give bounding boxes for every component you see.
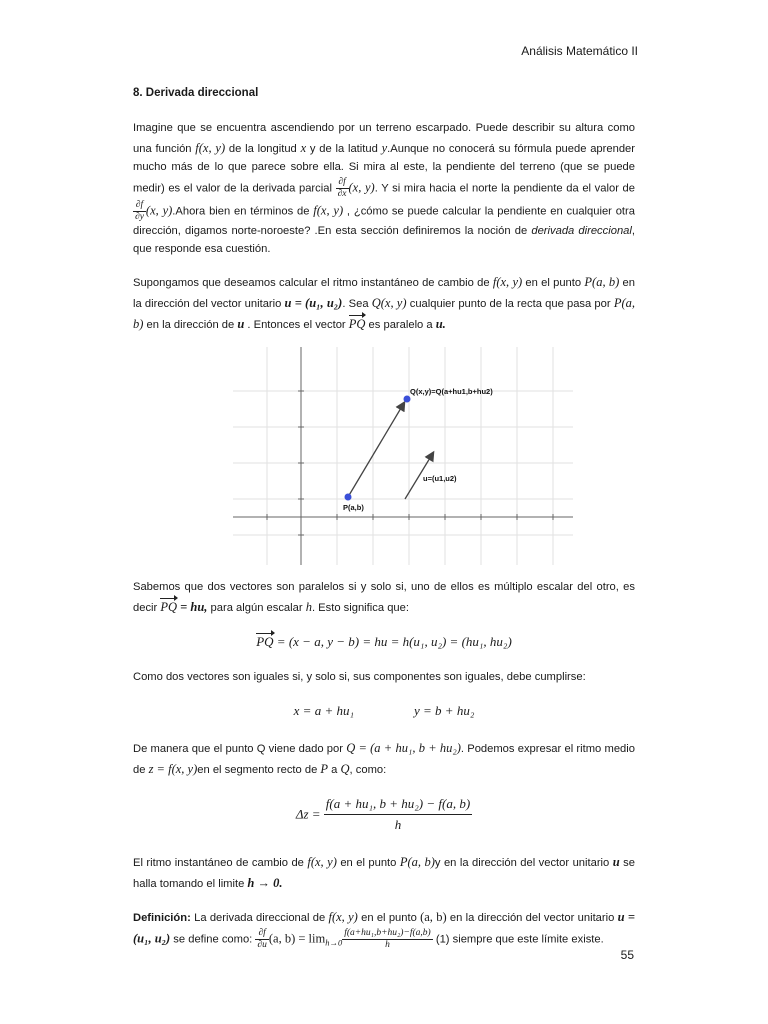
fraction-numerator: ∂f <box>336 177 349 189</box>
text-run: . Entonces el vector <box>244 318 349 331</box>
math-run: u = (u₁, u₂) <box>284 295 343 310</box>
text-run: , ¿cómo se puede calcular la pendiente en cualquier otra dirección, digamos norte-noroeste? .En esta sección definiremos la noción de <box>133 205 635 237</box>
partial-fu-fraction <box>255 928 268 951</box>
label-point-q: Q(x,y)=Q(a+hu1,b+hu2) <box>410 387 493 397</box>
math-run: (x, y) <box>145 203 173 218</box>
page-number: 55 <box>620 948 634 962</box>
fraction-denominator: ∂x <box>337 189 347 200</box>
fraction-numerator: ∂f <box>255 928 268 940</box>
partial-fy-fraction <box>133 200 146 223</box>
math-run: z = f(x, y) <box>148 761 198 776</box>
equation-y: y = b + hu₂ <box>414 703 475 719</box>
fraction-denominator: h <box>385 939 390 950</box>
running-header: Análisis Matemático II <box>521 44 638 58</box>
text-run: en la dirección del vector unitario <box>446 912 618 925</box>
vector-pq: PQ <box>349 314 366 334</box>
text-run: .Aunque no conocerá su fórmula puede aprender mucho más de lo que parece sobre ella. Si mira al este, la pendiente del terreno (que se puede medir) es el valor de la derivada parcial <box>133 143 635 195</box>
text-run: , como: <box>349 763 387 776</box>
page-content <box>133 84 635 964</box>
math-run: h <box>305 600 312 615</box>
math-run: (x, y) <box>348 180 375 195</box>
math-run: P(a, b) <box>133 295 635 331</box>
equation-pq <box>133 632 635 653</box>
text-run: Supongamos que deseamos calcular el ritmo instantáneo de cambio de <box>133 276 493 289</box>
text-run: . Sea <box>342 297 372 310</box>
text-run: El ritmo instantáneo de cambio de <box>133 857 308 870</box>
math-run: h → 0. <box>247 876 283 891</box>
math-run: f(x, y) <box>313 203 344 218</box>
section-title: 8. Derivada direccional <box>133 87 259 99</box>
math-run: Q(x, y) <box>371 295 407 310</box>
equation-rhs: = (x − a, y − b) = hu = h(u₁, u₂) = (hu₁, hu₂) <box>273 634 512 650</box>
math-run: Q = (a + hu₁, b + hu₂) <box>346 740 461 755</box>
math-run: u = (u₁, u₂) <box>133 910 635 946</box>
equation-components <box>133 701 635 722</box>
text-run: Imagine que se encuentra ascendiendo por un terreno escarpado. Puede describir su altura como una función <box>133 122 635 156</box>
equation-lhs: Δz = <box>295 805 324 821</box>
math-run: (a, b) = lim <box>268 931 326 946</box>
label-vector-u: u=(u1,u2) <box>423 474 457 484</box>
text-run: y en la dirección del vector unitario <box>434 857 613 870</box>
text-run: en el punto <box>336 857 400 870</box>
text-run: se define como: <box>170 933 256 946</box>
paragraph-average-rate <box>133 738 635 780</box>
text-run: de la longitud <box>225 143 301 156</box>
text-run: . Podemos expresar el ritmo medio de <box>133 742 635 776</box>
text-run: en el punto <box>357 912 421 925</box>
limit-subscript: h→0 <box>325 937 343 948</box>
emphasis-term: derivada direccional <box>531 224 632 237</box>
math-run: x <box>300 141 307 156</box>
text-run: en la dirección de <box>143 318 238 331</box>
math-run: P <box>320 761 329 776</box>
equation-x: x = a + hu₁ <box>293 703 354 719</box>
delta-z-fraction <box>324 794 472 837</box>
fraction-numerator: ∂f <box>133 200 146 212</box>
text-run: a <box>328 763 341 776</box>
text-run: en el punto <box>522 276 585 289</box>
point-q <box>404 396 411 403</box>
math-run: Q <box>340 761 350 776</box>
paragraph-definition <box>133 907 635 951</box>
paragraph-setup <box>133 272 635 335</box>
text-run: y de la latitud <box>306 143 382 156</box>
text-run: en el segmento recto de <box>197 763 321 776</box>
vector-pq: PQ <box>160 597 177 617</box>
point-p <box>345 494 352 501</box>
math-run: P(a, b) <box>399 855 435 870</box>
text-run: . Esto significa que: <box>311 602 409 615</box>
definition-label: Definición: <box>133 912 191 925</box>
text-run: cualquier punto de la recta que pasa por <box>406 297 614 310</box>
paragraph-components: Como dos vectores son iguales si, y solo si, sus componentes son iguales, debe cumplirse: <box>133 671 586 684</box>
text-run: . Y si mira hacia el norte la pendiente da el valor de <box>374 182 635 195</box>
limit-fraction <box>342 928 433 951</box>
vector-pq-arrow <box>348 403 404 497</box>
math-run: f(x, y) <box>307 855 337 870</box>
math-run: = hu, <box>177 600 208 615</box>
text-run: se halla tomando el limite <box>133 857 635 891</box>
text-run: La derivada direccional de <box>190 912 329 925</box>
equation-delta-z <box>133 794 635 837</box>
grid-lines <box>233 347 573 565</box>
vector-pq: PQ <box>256 632 273 653</box>
text-run: De manera que el punto Q viene dado por <box>133 742 347 755</box>
math-run: f(x, y) <box>492 274 523 289</box>
paragraph-intro <box>133 120 635 258</box>
text-run: , que responde esa cuestión. <box>133 224 635 255</box>
text-run: Sabemos que dos vectores son paralelos si y solo si, uno de ellos es múltiplo escalar del otro, es decir <box>133 581 635 615</box>
math-run: (a, b) <box>420 910 447 925</box>
text-run: (1) siempre que este límite existe. <box>432 933 604 946</box>
fraction-numerator: f(a + hu₁, b + hu₂) − f(a, b) <box>324 794 472 816</box>
text-run: en la dirección del vector unitario <box>133 276 635 310</box>
math-run: f(x, y) <box>328 910 358 925</box>
fraction-denominator: ∂y <box>135 211 144 222</box>
math-run: f(x, y) <box>195 141 226 156</box>
fraction-numerator: f(a+hu₁,b+hu₂)−f(a,b) <box>344 928 431 939</box>
label-point-p: P(a,b) <box>343 503 364 513</box>
text-run: para algún escalar <box>207 602 306 615</box>
math-run: y <box>381 141 388 156</box>
text-run: es paralelo a <box>365 318 436 331</box>
vector-diagram <box>233 347 573 565</box>
paragraph-parallel <box>133 579 635 618</box>
fraction-denominator: ∂u <box>257 939 267 950</box>
math-run: P(a, b) <box>584 274 620 289</box>
fraction-denominator: h <box>394 817 402 833</box>
math-run: u <box>237 316 245 331</box>
text-run: .Ahora bien en términos de <box>172 205 314 218</box>
vector-figure <box>133 347 635 565</box>
partial-fx-fraction <box>336 177 349 200</box>
math-run: u <box>612 855 620 870</box>
paragraph-instant-rate <box>133 852 635 894</box>
math-run: u. <box>435 316 446 331</box>
